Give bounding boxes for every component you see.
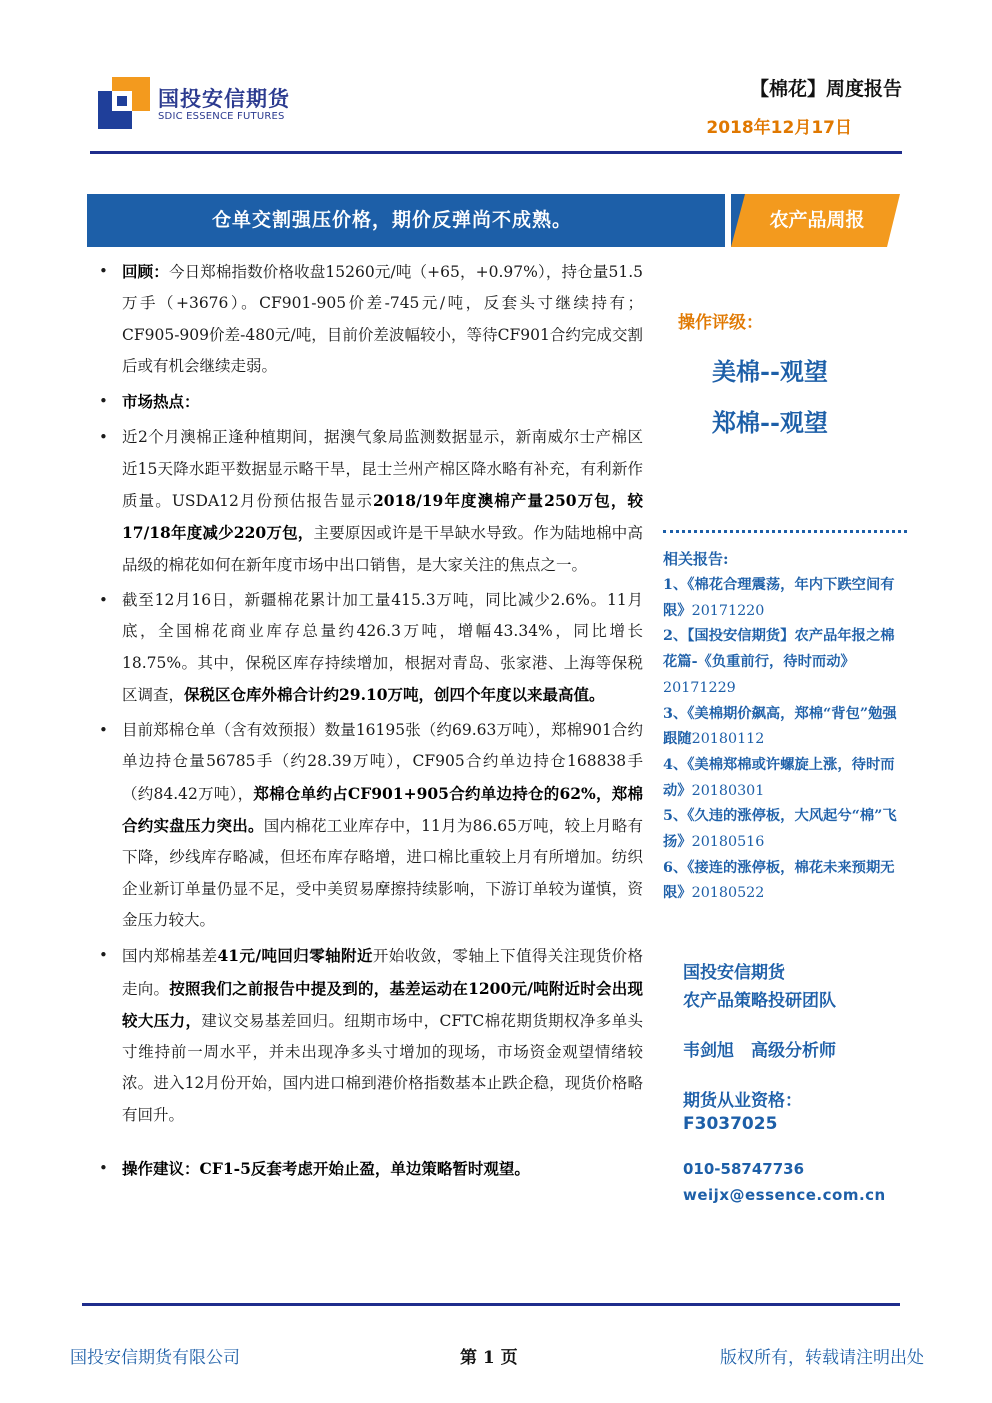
related-report-title: 2、【国投安信期货】农产品年报之棉花篇-《负重前行，待时而动》: [663, 628, 895, 671]
related-reports-title: 相关报告:: [663, 550, 729, 568]
bullet-icon: •: [99, 590, 108, 609]
related-report-title: 1、《棉花合理震荡，年内下跌空间有限》: [663, 577, 895, 619]
text-run: 国内棉花工业库存中，11月为86.65万吨，较上月略有下降，纱线库存略减，但坯布库存略增，进口棉比重较上月有所增加。纺织企业新订单量仍显不足，受中美贸易摩擦持续影响，下游订单较为谨慎，资金压力较大。: [122, 817, 643, 929]
logo-chinese-name: 国投安信期货: [158, 87, 290, 111]
header-rule: [90, 151, 902, 154]
bold-text-run: 按照我们之前报告中提及到的，基差运动在1200元/吨附近时会出现较大压力，: [122, 978, 643, 1030]
bold-text-run: 41元/吨回归零轴附近: [217, 946, 373, 966]
text-run: 截至12月16日，新疆棉花累计加工量415.3万吨，同比减少2.6%。11月底，全国棉花商业库存总量约426.3万吨，增幅43.34%，同比增长18.75%。其中，保税区库存持续增加，根据对青岛、张家港、上海等保税区调查，: [122, 590, 643, 704]
company-logo: [98, 77, 308, 131]
footer-copyright: 版权所有，转载请注明出处: [720, 1348, 924, 1368]
related-report-date: 20171229: [663, 679, 736, 696]
report-type: 【棉花】周度报告: [749, 78, 902, 100]
bullet-icon: •: [99, 262, 108, 280]
text-run: 国内郑棉基差: [122, 947, 218, 966]
related-report-title: 5、《久违的涨停板，大风起兮“棉”飞扬》: [663, 808, 897, 851]
footer-rule: [82, 1303, 900, 1306]
warehouse-receipt-paragraph: [95, 715, 643, 936]
logo-mark-icon: [98, 77, 150, 129]
page-number: 第 1 页: [460, 1348, 518, 1368]
text-run: 开始收敛，零轴上下值得关注现货价格走向。: [122, 947, 643, 998]
bullet-icon: •: [99, 1159, 108, 1178]
text-run: 建议交易基差回归。纽期市场中，CFTC棉花期货期权净多单头寸维持前一周水平，并未出现净多头寸增加的现场，市场资金观望情绪较浓。进入12月份开始，国内进口棉到港价格指数基本止跌企稳，现货价格略有回升。: [122, 1011, 643, 1124]
basis-paragraph: [95, 940, 643, 1131]
team-company: 国投安信期货: [683, 963, 785, 983]
related-report-item[interactable]: [663, 753, 903, 804]
related-report-item[interactable]: [663, 573, 903, 624]
category-tag-text: 农产品周报: [769, 209, 865, 231]
rating-us-cotton: 美棉--观望: [712, 357, 828, 386]
australia-cotton-paragraph: [95, 422, 643, 580]
advice-text: CF1-5反套考虑开始止盈，单边策略暂时观望。: [199, 1159, 530, 1179]
related-report-item[interactable]: [663, 856, 903, 907]
bullet-icon: •: [99, 946, 108, 965]
review-paragraph: [95, 256, 643, 382]
rating-zhengzhou-cotton: 郑棉--观望: [712, 408, 828, 437]
bullet-icon: •: [99, 721, 108, 740]
operation-advice: [95, 1153, 643, 1185]
main-content: [95, 256, 643, 1189]
analyst-phone: 010-58747736: [683, 1160, 805, 1178]
related-report-date: 20180522: [691, 885, 765, 902]
text-run: 主要原因或许是干旱缺水导致。作为陆地棉中高品级的棉花如何在新年度市场中出口销售，是大家关注的焦点之一。: [122, 524, 643, 574]
related-report-item[interactable]: [663, 624, 903, 701]
related-report-date: 20180301: [691, 782, 765, 799]
dotted-divider: [663, 530, 907, 533]
rating-label: 操作评级：: [678, 313, 763, 333]
related-report-date: 20171220: [691, 602, 765, 619]
review-text: 今日郑棉指数价格收盘15260元/吨（+65，+0.97%），持仓量51.5万手（+3676）。CF901-905价差-745元/吨，反套头寸继续持有；CF905-909价差-480元/吨，目前价差波幅较小，等待CF901合约完成交割后或有机会继续走弱。: [122, 263, 643, 375]
advice-label: 操作建议：: [122, 1159, 200, 1179]
footer-company: 国投安信期货有限公司: [70, 1348, 240, 1368]
related-report-date: 20180516: [691, 834, 765, 851]
related-reports-list: [663, 573, 903, 907]
related-report-item[interactable]: [663, 702, 903, 753]
bullet-icon: •: [99, 428, 108, 447]
text-run: 近2个月澳棉正逢种植期间，据澳气象局监测数据显示，新南威尔士产棉区近15天降水距平数据显示略干旱，昆士兰州产棉区降水略有补充，有利新作质量。USDA12月份预估报告显示: [122, 428, 643, 511]
report-date: 2018年12月17日: [706, 118, 852, 138]
bold-text-run: 保税区仓库外棉合计约29.10万吨，创四个年度以来最高值。: [184, 684, 605, 704]
text-run: 目前郑棉仓单（含有效预报）数量16195张（约69.63万吨），郑棉901合约单边持仓量56785手（约28.39万吨），CF905合约单边持仓168838手（约84.42万吨），: [122, 721, 643, 803]
logo-english-name: SDIC ESSENCE FUTURES: [158, 111, 285, 122]
related-report-date: 20180112: [691, 731, 765, 748]
qualification-label: 期货从业资格：: [683, 1091, 802, 1111]
hotspot-heading: [95, 386, 643, 418]
qualification-id: F3037025: [683, 1114, 778, 1134]
hotspot-label: 市场热点：: [122, 392, 200, 412]
bold-text-run: 2018/19年度澳棉产量250万包，较17/18年度减少220万包，: [122, 491, 643, 543]
team-name: 农产品策略投研团队: [683, 991, 836, 1011]
xinjiang-stock-paragraph: [95, 585, 643, 711]
analyst-name: 韦剑旭 高级分析师: [683, 1041, 836, 1061]
bullet-icon: •: [99, 392, 108, 411]
related-report-item[interactable]: [663, 804, 903, 855]
headline-text: 仓单交割强压价格，期价反弹尚不成熟。: [211, 209, 572, 231]
review-label: 回顾：: [122, 262, 169, 281]
related-report-title: 4、《美棉郑棉或许螺旋上涨，待时而动》: [663, 756, 895, 799]
bold-text-run: 郑棉仓单约占CF901+905合约单边持仓的62%，郑棉合约实盘压力突出。: [122, 783, 643, 836]
related-report-title: 3、《美棉期价飙高，郑棉“背包”勉强跟随: [663, 705, 897, 748]
related-report-title: 6、《接连的涨停板，棉花未来预期无限》: [663, 859, 895, 902]
analyst-email-link[interactable]: weijx@essence.com.cn: [683, 1186, 886, 1204]
